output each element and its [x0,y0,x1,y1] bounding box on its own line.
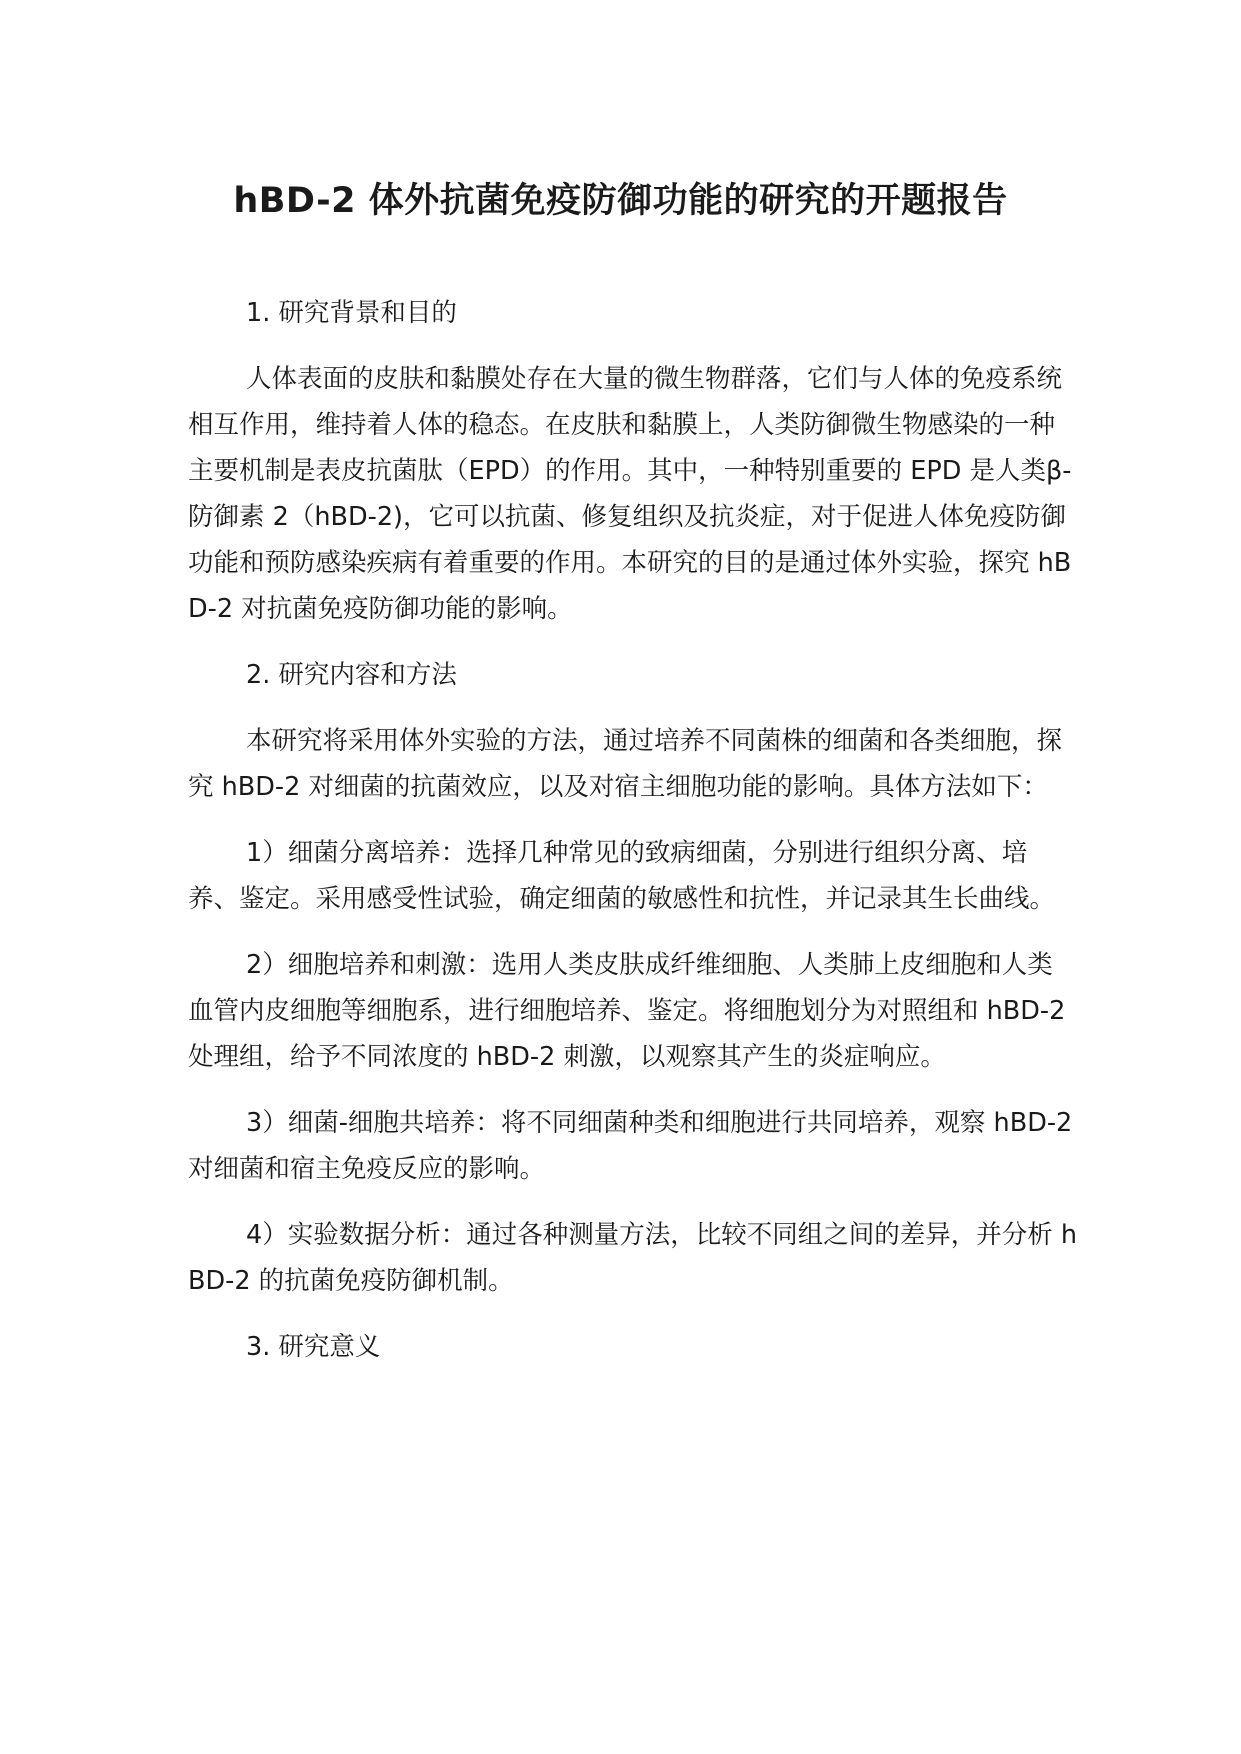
section-heading: 2. 研究内容和方法 [246,660,457,690]
section-heading: 1. 研究背景和目的 [246,298,457,328]
paragraph: 4）实验数据分析：通过各种测量方法，比较不同组之间的差异，并分析 hBD-2 的抗菌免疫防御机制。 [188,1220,1077,1296]
section-heading: 3. 研究意义 [246,1332,381,1362]
paragraph: 本研究将采用体外实验的方法，通过培养不同菌株的细菌和各类细胞，探究 hBD-2 对细菌的抗菌效应，以及对宿主细胞功能的影响。具体方法如下： [188,726,1063,802]
paragraph: 1）细菌分离培养：选择几种常见的致病细菌，分别进行组织分离、培养、鉴定。采用感受性试验，确定细菌的敏感性和抗性，并记录其生长曲线。 [188,838,1056,914]
document-title: hBD-2 体外抗菌免疫防御功能的研究的开题报告 [233,181,1008,221]
document-body [188,290,1078,1390]
paragraph: 2）细胞培养和刺激：选用人类皮肤成纤维细胞、人类肺上皮细胞和人类血管内皮细胞等细胞系，进行细胞培养、鉴定。将细胞划分为对照组和 hBD-2 处理组，给予不同浓度的 hBD-2 刺激，以观察其产生的炎症响应。 [188,950,1066,1072]
paragraph: 人体表面的皮肤和黏膜处存在大量的微生物群落，它们与人体的免疫系统相互作用，维持着人体的稳态。在皮肤和黏膜上，人类防御微生物感染的一种主要机制是表皮抗菌肽（EPD）的作用。其中，一种特别重要的 EPD 是人类β-防御素 2（hBD-2)，它可以抗菌、修复组织及抗炎症，对于促进人体免疫防御功能和预防感染疾病有着重要的作用。本研究的目的是通过体外实验，探究 hBD-2 对抗菌免疫防御功能的影响。 [188,364,1072,624]
paragraph: 3）细菌-细胞共培养：将不同细菌种类和细胞进行共同培养，观察 hBD-2 对细菌和宿主免疫反应的影响。 [188,1108,1073,1184]
